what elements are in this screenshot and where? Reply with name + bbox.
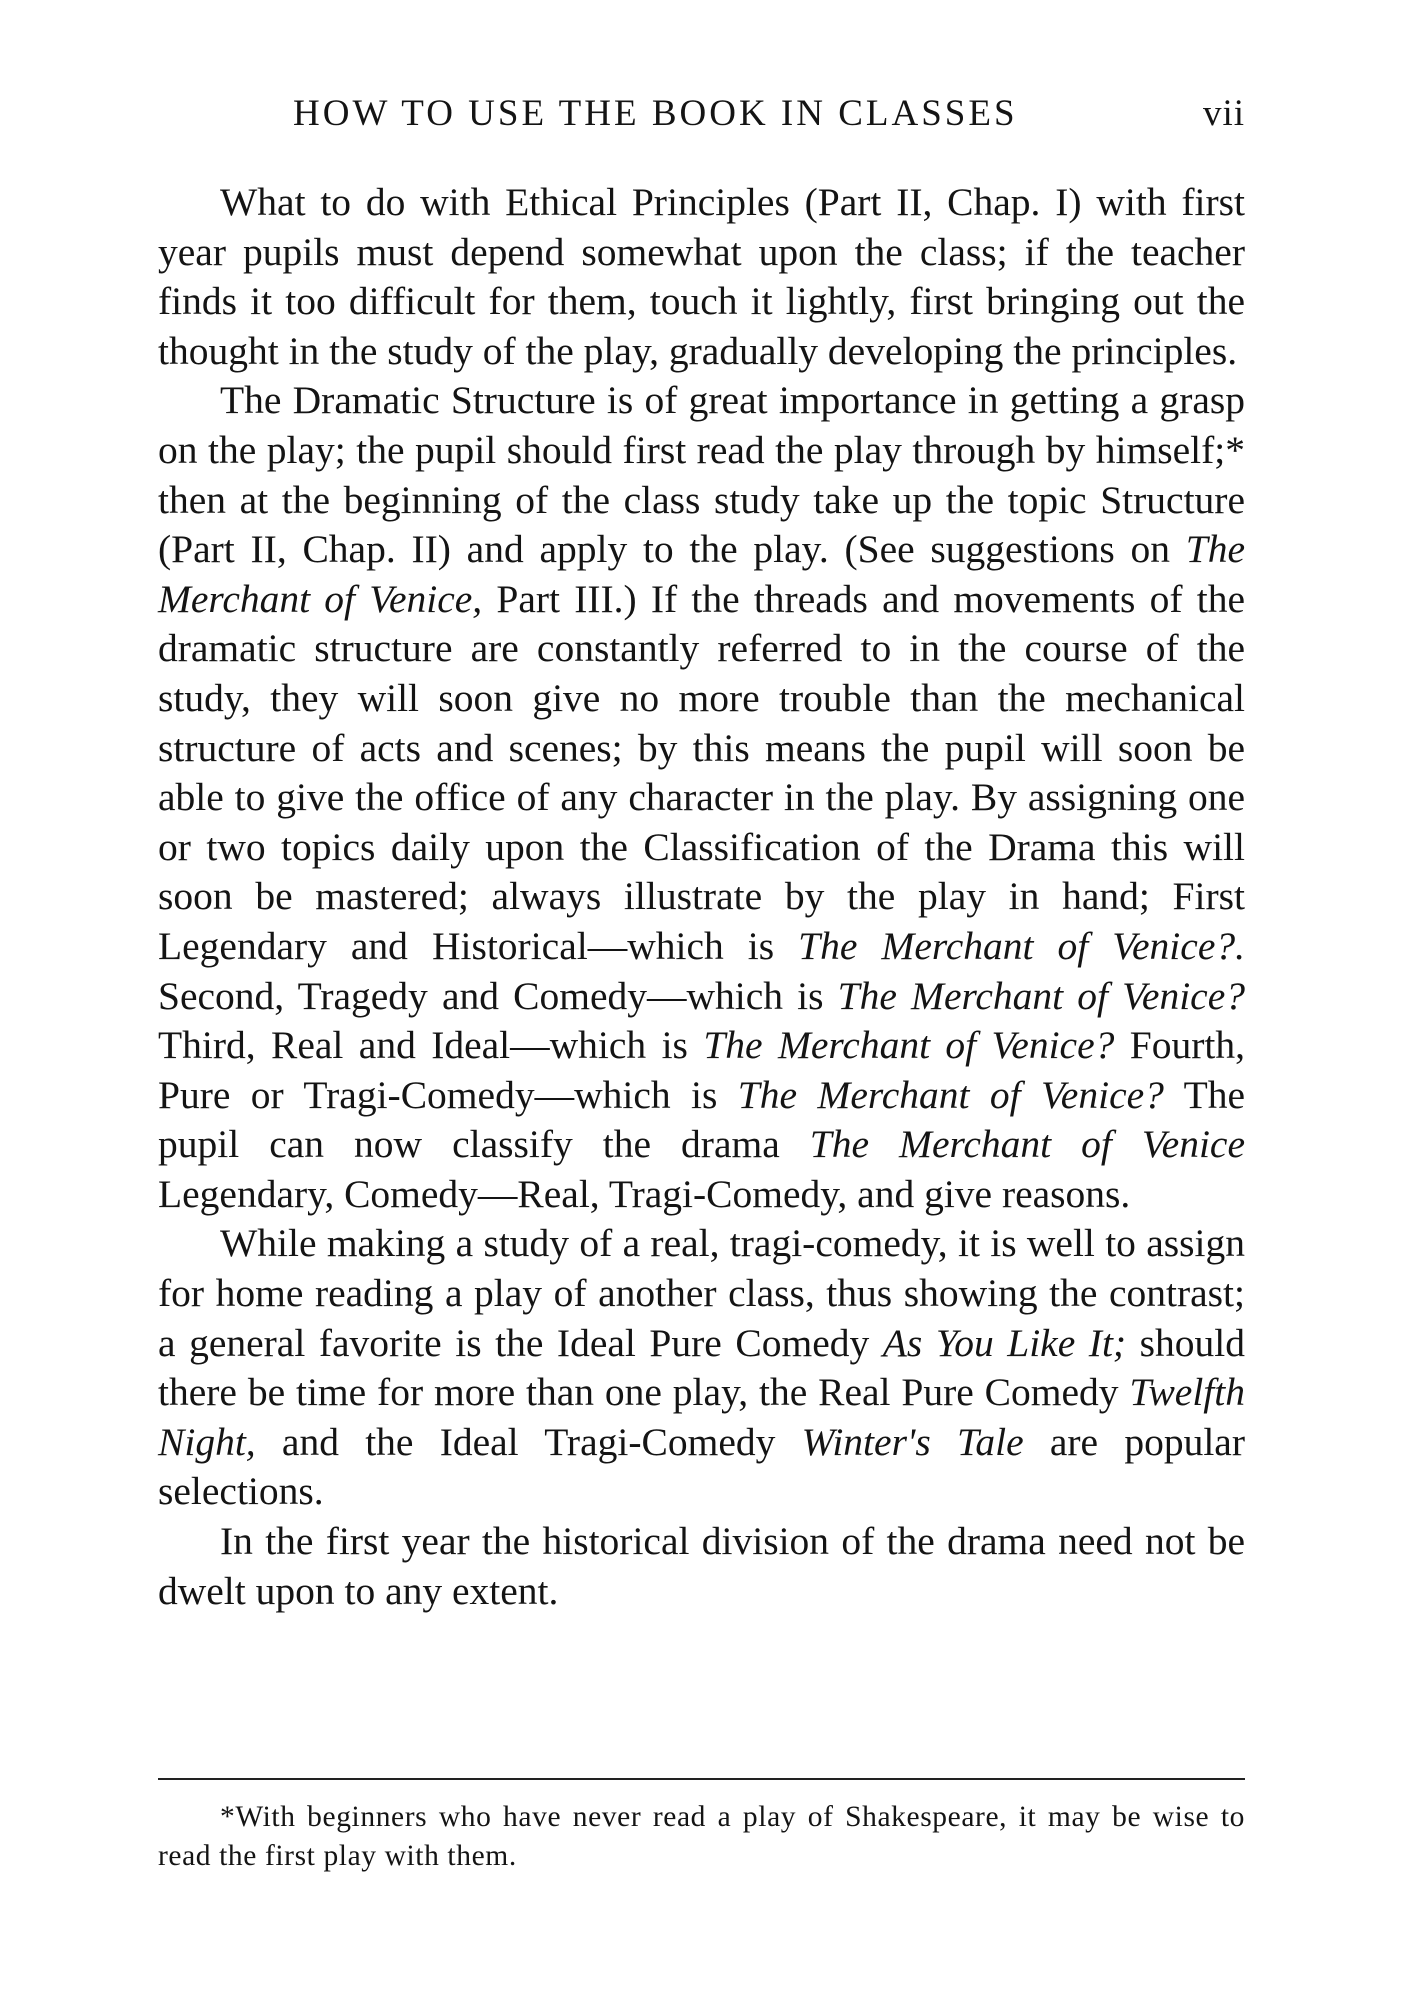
footnote: *With beginners who have never read a play of Shakespeare, it may be wise to read the first play with them. bbox=[158, 1801, 1245, 1872]
paragraph-home-reading: While making a study of a real, tragi-comedy, it is well to assign for home reading a play of another class, thus showing the contrast; a general favorite is the Ideal Pure Comedy As You Like It; should there be time for more than one play, the Real Pure Comedy Twelfth Night, and the Ideal Tragi-Comedy Winter's Tale are popular selections. bbox=[158, 1221, 1245, 1514]
paragraph-historical-division: In the first year the historical division of the drama need not be dwelt upon to any extent. bbox=[158, 1519, 1245, 1613]
running-title: HOW TO USE THE BOOK IN CLASSES bbox=[293, 93, 1018, 134]
paragraph-dramatic-structure: The Dramatic Structure is of great importance in getting a grasp on the play; the pupil should first read the play through by himself;* then at the beginning of the class study take up the topic Structure (Part II, Chap. II) and apply to the play. (See suggestions on The Merchant of Venice, Part III.) If the threads and movements of the dramatic structure are constantly referred to in the course of the study, they will soon give no more trouble than the mechanical structure of acts and scenes; by this means the pupil will soon be able to give the office of any character in the play. By assigning one or two topics daily upon the Classification of the Drama this will soon be mastered; always illustrate by the play in hand; First Legendary and Historical—which is The Merchant of Venice?. Second, Tragedy and Comedy—which is The Merchant of Venice? Third, Real and Ideal—which is The Merchant of Venice? Fourth, Pure or Tragi-Comedy—which is The Merchant of Venice? The pupil can now classify the drama The Merchant of Venice Legendary, Comedy—Real, Tragi-Comedy, and give reasons. bbox=[158, 378, 1245, 1216]
body-text bbox=[158, 178, 1245, 1616]
running-head bbox=[158, 92, 1245, 142]
paragraph-ethical-principles: What to do with Ethical Principles (Part II, Chap. I) with first year pupils must depend somewhat upon the class; if the teacher finds it too difficult for them, touch it lightly, first bringing out the thought in the study of the play, gradually developing the principles. bbox=[158, 180, 1245, 373]
book-page bbox=[158, 0, 1245, 1999]
page-number: vii bbox=[1202, 93, 1245, 134]
footnote-rule bbox=[158, 1778, 1245, 1780]
